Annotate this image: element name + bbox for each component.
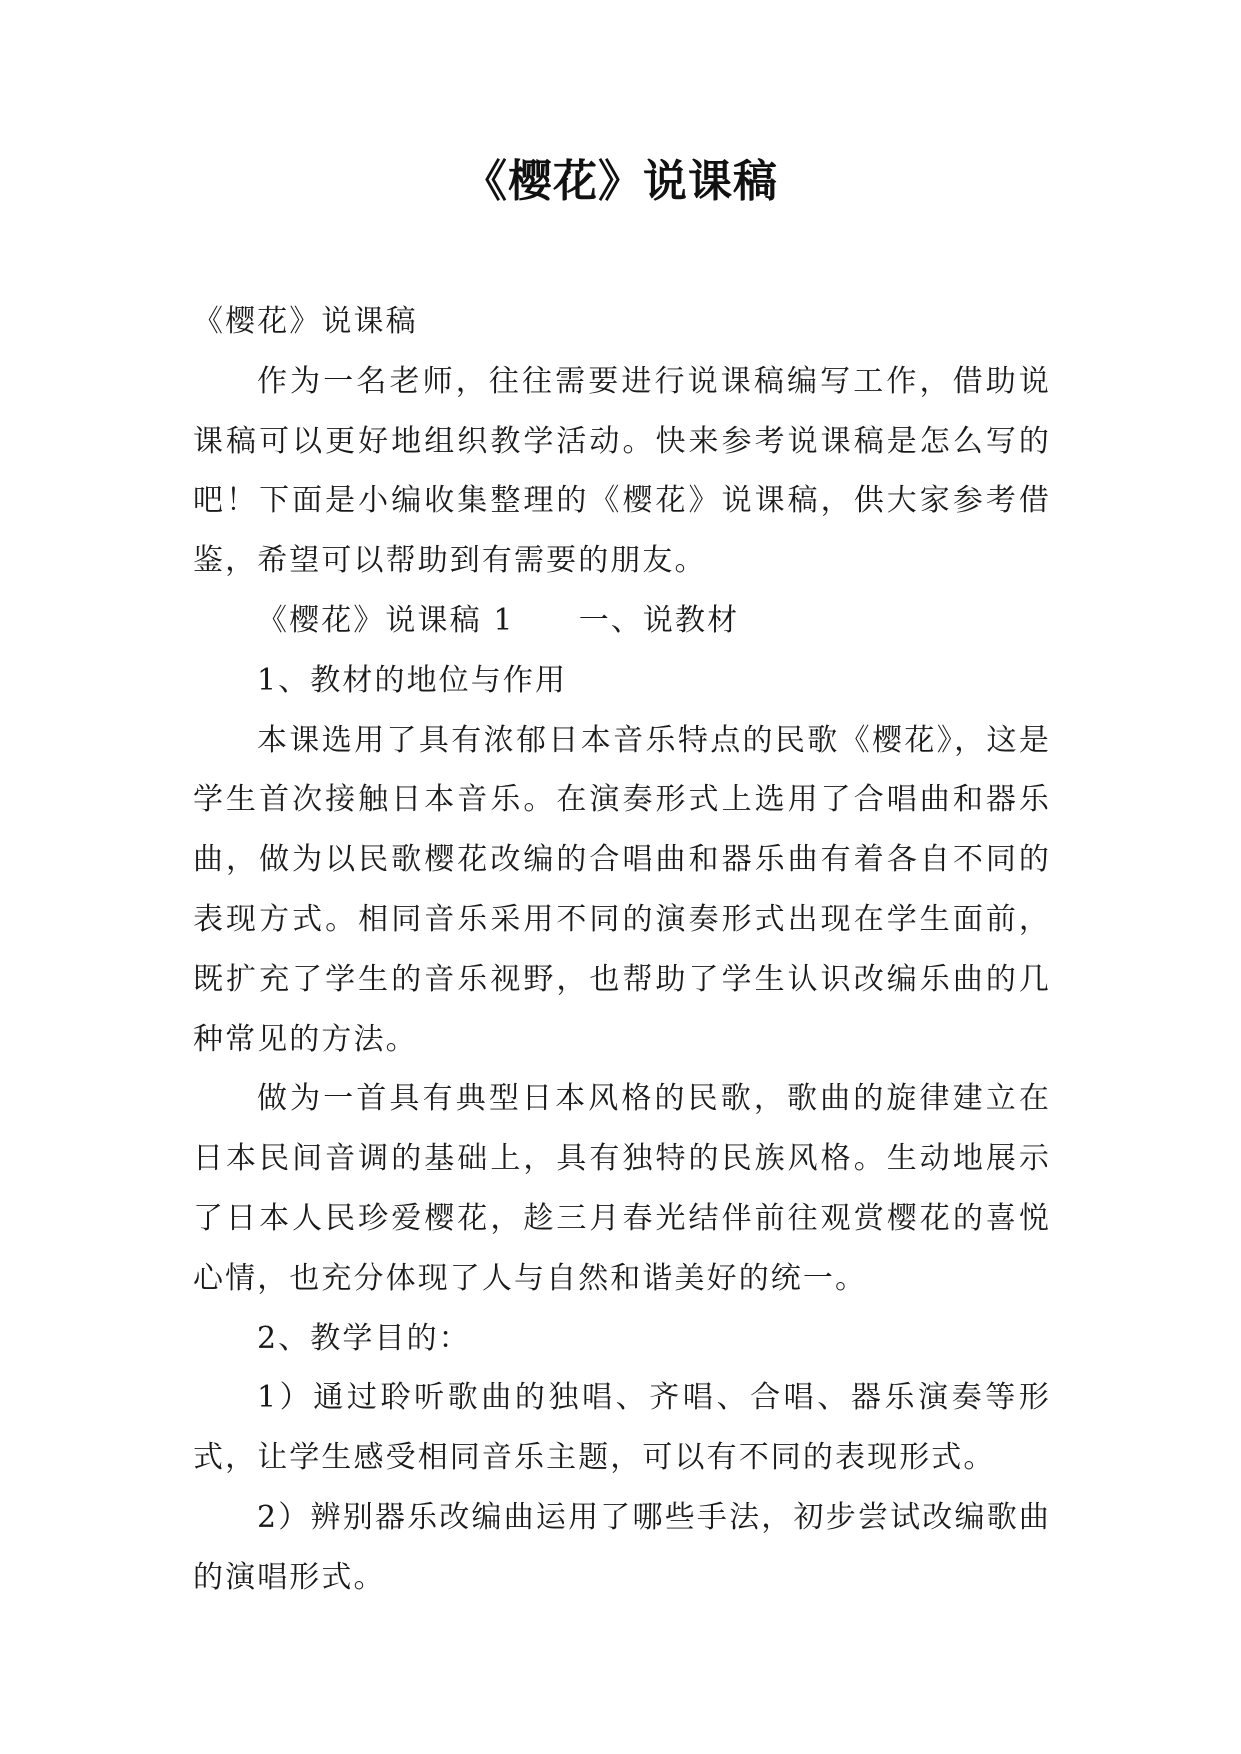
paragraph-subheading-2: 2、教学目的： [257,1320,471,1356]
paragraph-subtitle: 《樱花》说课稿 [193,304,418,339]
paragraph-subheading-1: 1、教材的地位与作用 [257,662,568,698]
paragraph-goal-2: 2）辨别器乐改编曲运用了哪些手法，初步尝试改编歌曲的演唱形式。 [193,1499,1051,1595]
paragraph-material-2: 做为一首具有典型日本风格的民歌，歌曲的旋律建立在日本民间音调的基础上，具有独特的民族风格。生动地展示了日本人民珍爱樱花，趁三月春光结伴前往观赏樱花的喜悦心情，也充分体现了人与自然和谐美好的统一。 [193,1081,1051,1296]
document-body [193,292,1051,1608]
paragraph-section-heading: 《樱花》说课稿 1 一、说教材 [257,602,740,638]
paragraph-material-1: 本课选用了具有浓郁日本音乐特点的民歌《樱花》，这是学生首次接触日本音乐。在演奏形式上选用了合唱曲和器乐曲，做为以民歌樱花改编的合唱曲和器乐曲有着各自不同的表现方式。相同音乐采用不同的演奏形式出现在学生面前，既扩充了学生的音乐视野，也帮助了学生认识改编乐曲的几种常见的方法。 [193,722,1051,1057]
document-title: 《樱花》说课稿 [463,156,778,207]
paragraph-intro: 作为一名老师，往往需要进行说课稿编写工作，借助说课稿可以更好地组织教学活动。快来参考说课稿是怎么写的吧！下面是小编收集整理的《樱花》说课稿，供大家参考借鉴，希望可以帮助到有需要的朋友。 [193,363,1051,579]
paragraph-goal-1: 1）通过聆听歌曲的独唱、齐唱、合唱、器乐演奏等形式，让学生感受相同音乐主题，可以有不同的表现形式。 [193,1380,1051,1476]
